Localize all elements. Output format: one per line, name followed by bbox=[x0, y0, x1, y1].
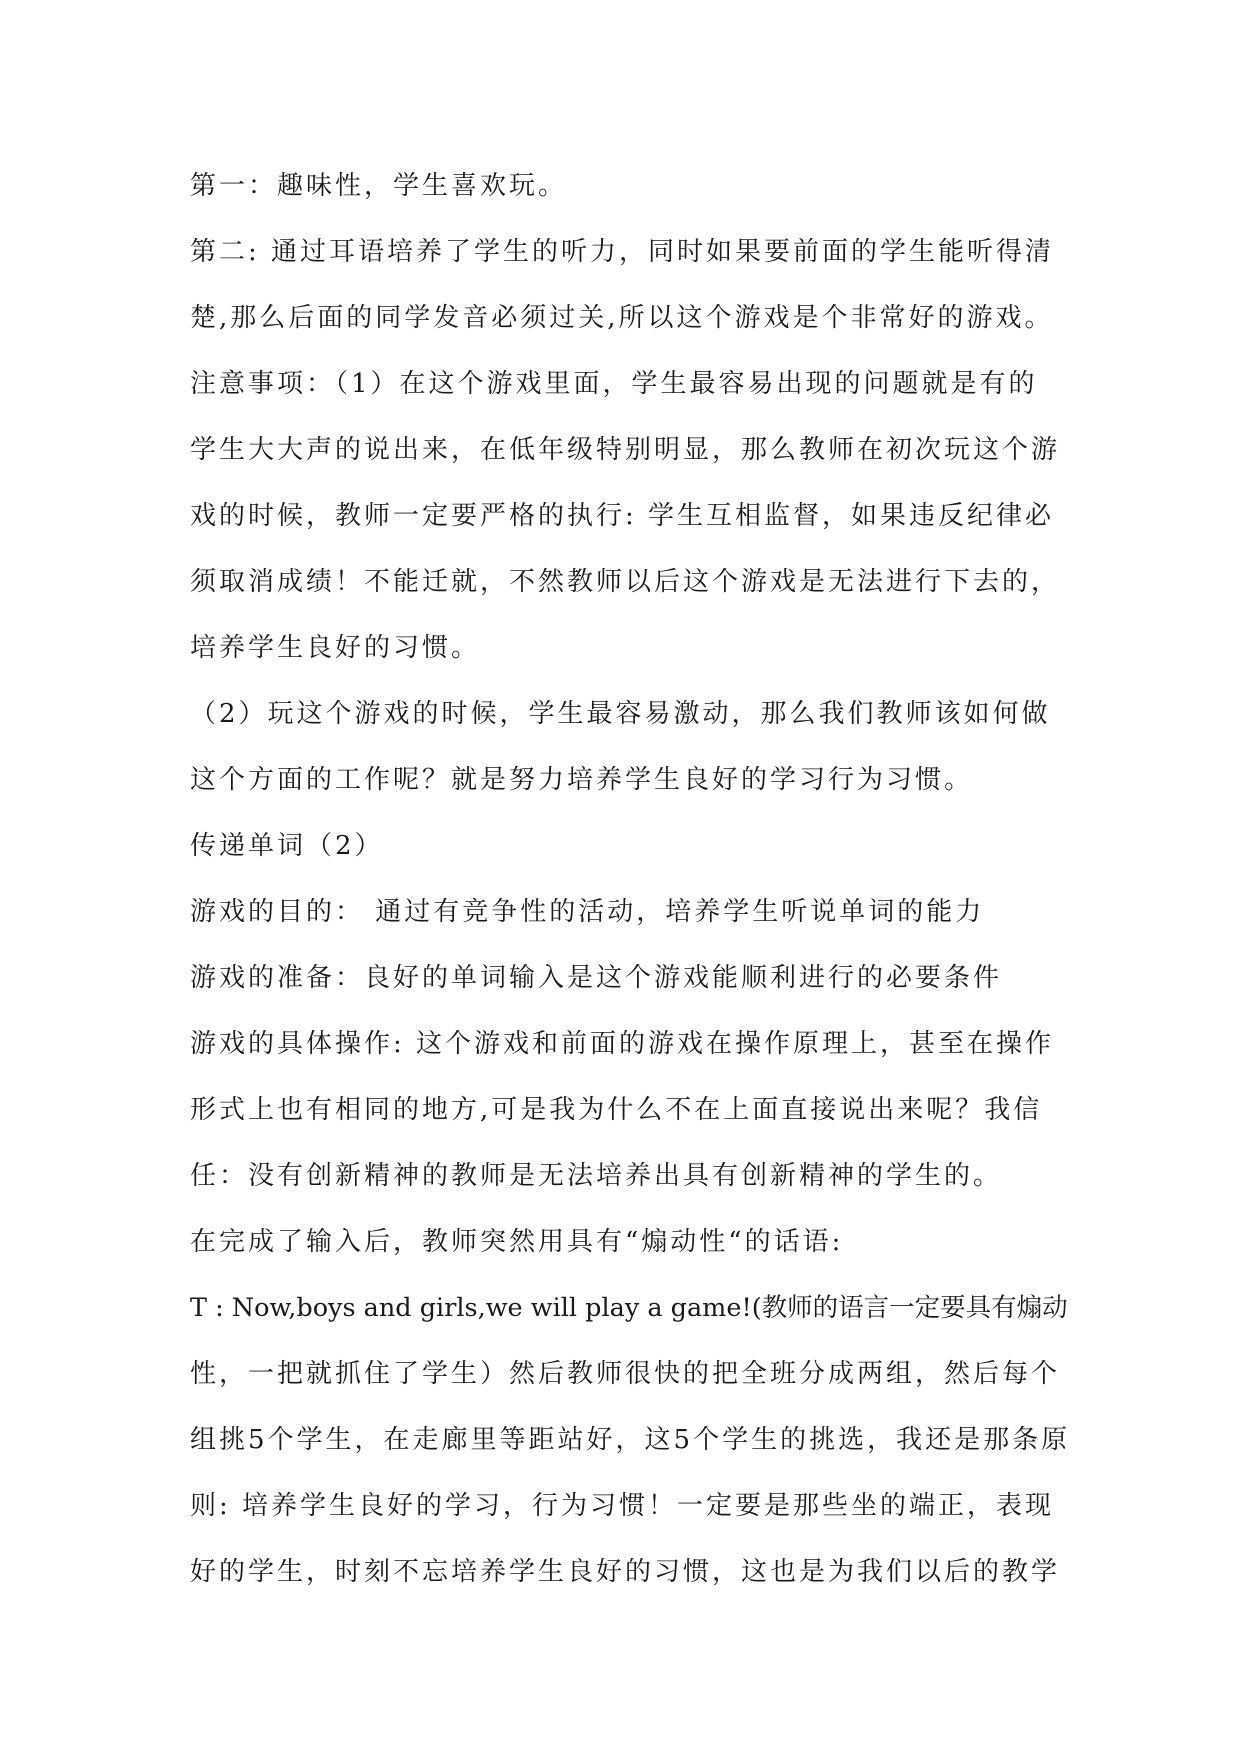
text-line: 第二: 通过耳语培养了学生的听力，同时如果要前面的学生能听得清 bbox=[190, 237, 1055, 267]
text-line: 注意事项：（1）在这个游戏里面，学生最容易出现的问题就是有的 bbox=[190, 369, 1038, 399]
text-line: 则: 培养学生良好的学习，行为习惯！一定要是那些坐的端正，表现 bbox=[190, 1491, 1055, 1521]
text-line: 游戏的目的： 通过有竞争性的活动，培养学生听说单词的能力 bbox=[190, 897, 985, 927]
document-body bbox=[190, 160, 1070, 1612]
text-line: 戏的时候，教师一定要严格的执行: 学生互相监督，如果违反纪律必 bbox=[190, 501, 1055, 531]
text-line: 任：没有创新精神的教师是无法培养出具有创新精神的学生的。 bbox=[190, 1161, 1003, 1191]
text-line: 这个方面的工作呢？就是努力培养学生良好的学习行为习惯。 bbox=[190, 765, 974, 795]
text-line: 学生大大声的说出来，在低年级特别明显，那么教师在初次玩这个游 bbox=[190, 435, 1061, 465]
text-line: 性，一把就抓住了学生）然后教师很快的把全班分成两组，然后每个 bbox=[190, 1359, 1061, 1389]
text-line: 游戏的准备：良好的单词输入是这个游戏能顺利进行的必要条件 bbox=[190, 963, 1003, 993]
text-line: T : Now,boys and girls,we will play a game!(教师的语言一定要具有煽动 bbox=[190, 1293, 1068, 1323]
text-line: 须取消成绩！不能迁就，不然教师以后这个游戏是无法进行下去的， bbox=[190, 567, 1061, 597]
text-line: 第一：趣味性，学生喜欢玩。 bbox=[190, 171, 568, 201]
text-line: 好的学生，时刻不忘培养学生良好的习惯，这也是为我们以后的教学 bbox=[190, 1557, 1061, 1587]
text-line: 楚,那么后面的同学发音必须过关,所以这个游戏是个非常好的游戏。 bbox=[190, 303, 1054, 333]
text-line: 组挑5个学生，在走廊里等距站好，这5个学生的挑选，我还是那条原 bbox=[190, 1425, 1071, 1455]
text-line: 形式上也有相同的地方,可是我为什么不在上面直接说出来呢？我信 bbox=[190, 1095, 1043, 1125]
section-heading: 传递单词（2） bbox=[190, 831, 384, 861]
text-line: 培养学生良好的习惯。 bbox=[190, 633, 481, 663]
text-line: 在完成了输入后，教师突然用具有“煽动性“的话语: bbox=[190, 1227, 844, 1257]
text-line: 游戏的具体操作: 这个游戏和前面的游戏在操作原理上，甚至在操作 bbox=[190, 1029, 1055, 1059]
text-line: （2）玩这个游戏的时候，学生最容易激动，那么我们教师该如何做 bbox=[190, 699, 1051, 729]
